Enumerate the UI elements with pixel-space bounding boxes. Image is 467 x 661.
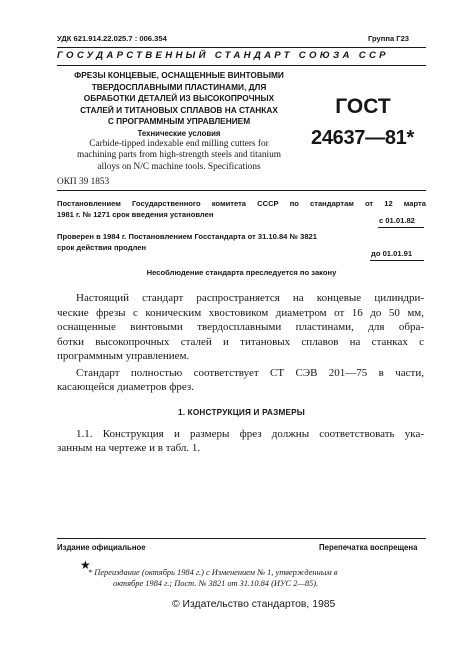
title-en-line: Carbide-tipped indexable end milling cutters for (89, 139, 269, 149)
reissue-note-line1: * Переиздание (октябрь 1984 г.) с Изменением № 1, утвержденным в (88, 568, 338, 577)
gost-label: ГОСТ (335, 95, 391, 118)
body-line: касающейся диаметров фрез. (57, 380, 194, 393)
checked-line1: Проверен в 1984 г. Постановлением Госстандарта от 31.10.84 № 3821 (57, 232, 317, 241)
okp-rule (57, 190, 426, 191)
reprint-prohibited: Перепечатка воспрещена (319, 543, 418, 552)
title-ru-line: С ПРОГРАММНЫМ УПРАВЛЕНИЕМ (107, 116, 251, 127)
body-line: занным на чертеже и в табл. 1. (57, 441, 201, 454)
body-line: программным управлением. (57, 350, 190, 363)
checked-date: до 01.01.91 (371, 249, 413, 258)
resolution-date: с 01.01.82 (379, 216, 415, 225)
title-ru-line: СТАЛЕЙ И ТИТАНОВЫХ СПЛАВОВ НА СТАНКАХ (80, 104, 278, 115)
resolution-line1: Постановлением Государственного комитета СССР по стандартам от 12 марта (57, 199, 426, 208)
title-ru (57, 70, 301, 128)
header-rule-bottom (57, 65, 426, 66)
gost-number: 24637—81* (311, 127, 414, 149)
body-paragraph-1-cont (57, 306, 424, 364)
body-line: Стандарт полностью соответствует СТ СЭВ 201—75 в части, (76, 367, 424, 379)
title-ru-line: ТВЕРДОСПЛАВНЫМИ ПЛАСТИНАМИ, ДЛЯ (91, 81, 267, 92)
body-paragraph-1 (76, 291, 424, 306)
resolution-date-underline (378, 227, 424, 228)
checked-line2: срок действия продлен (57, 243, 147, 252)
official-edition: Издание официальное (57, 543, 146, 552)
resolution-line2: 1981 г. № 1271 срок введения установлен (57, 210, 214, 219)
legal-warning: Несоблюдение стандарта преследуется по закону (146, 268, 337, 277)
footer-rule (57, 538, 426, 539)
body-line: ботки высокопрочных сталей и титановых сплавов на станках с (57, 335, 424, 348)
header-rule-top (57, 47, 426, 48)
star-icon: ★ (80, 558, 91, 572)
title-ru-line: ФРЕЗЫ КОНЦЕВЫЕ, ОСНАЩЕННЫЕ ВИНТОВЫМИ (74, 70, 284, 80)
title-ru-line: ОБРАБОТКИ ДЕТАЛЕЙ ИЗ ВЫСОКОПРОЧНЫХ (83, 93, 275, 104)
okp-code: ОКП 39 1853 (57, 177, 110, 187)
body-line: ческие фрезы с коническим хвостовиком диаметром от 16 до 50 мм, (57, 306, 424, 319)
group-code: Группа Г23 (368, 34, 410, 43)
title-en (57, 139, 301, 173)
udk-code: УДК 621.914.22.025.7 : 006.354 (57, 34, 167, 43)
copyright: © Издательство стандартов, 1985 (172, 599, 336, 610)
title-en-line: alloys on N/C machine tools. Specifications (97, 161, 261, 172)
section-heading: 1. КОНСТРУКЦИЯ И РАЗМЕРЫ (177, 408, 306, 417)
title-en-line: machining parts from high-strength steels and titanium (77, 150, 281, 161)
subtitle-ru: Технические условия (137, 129, 221, 138)
body-paragraph-3 (76, 427, 424, 442)
body-line: оснащенные винтовыми твердосплавными пластинами, для обра- (57, 321, 424, 334)
body-paragraph-2 (76, 366, 424, 381)
body-line: 1.1. Конструкция и размеры фрез должны соответствовать ука- (76, 428, 424, 440)
body-line: Настоящий стандарт распространяется на концевые цилиндри- (76, 292, 424, 304)
checked-date-underline (370, 260, 424, 261)
reissue-note-line2: октябре 1984 г.; Пост. № 3821 от 31.10.84 (ИУС 2—85). (113, 579, 319, 588)
state-standard-line: ГОСУДАРСТВЕННЫЙ СТАНДАРТ СОЮЗА ССР (57, 50, 389, 61)
